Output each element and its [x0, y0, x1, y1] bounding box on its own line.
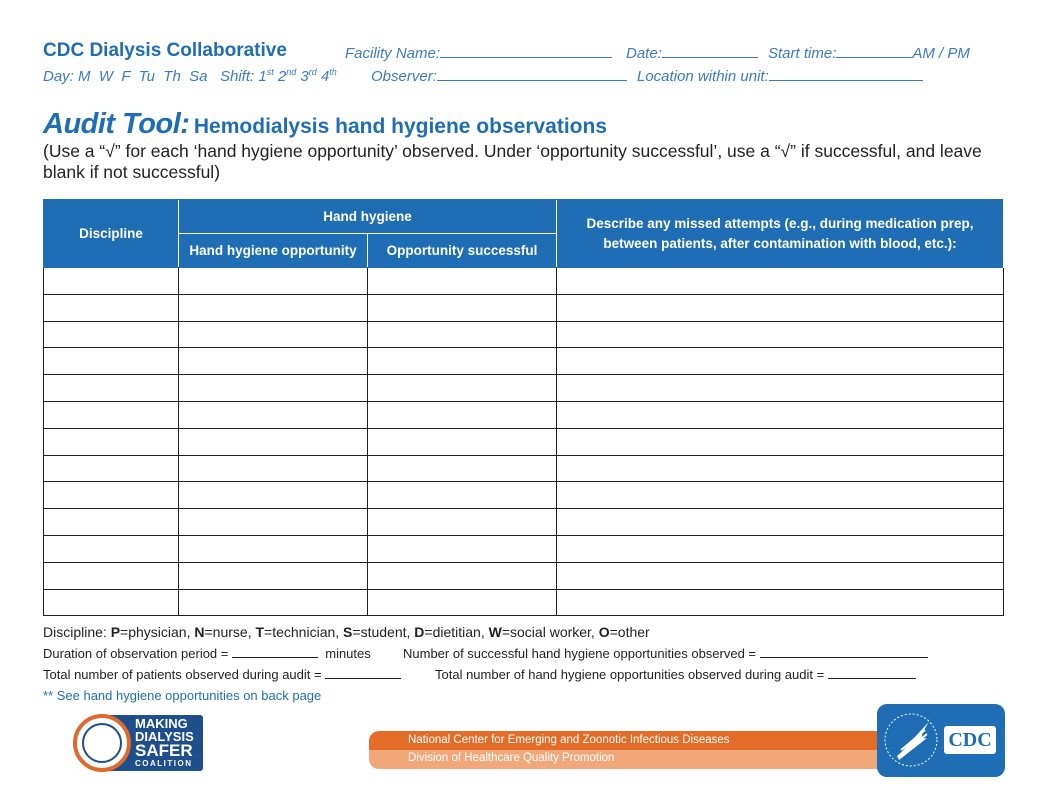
successful-cell[interactable] [368, 509, 557, 536]
brand-title: CDC Dialysis Collaborative [43, 40, 287, 61]
missed-attempts-cell[interactable] [557, 589, 1004, 616]
missed-attempts-cell[interactable] [557, 268, 1004, 295]
header-successful: Opportunity successful [368, 234, 557, 268]
successful-cell[interactable] [368, 482, 557, 509]
observation-table [43, 199, 1004, 616]
successful-cell[interactable] [368, 321, 557, 348]
discipline-cell[interactable] [44, 562, 179, 589]
cdc-wordmark: CDC [944, 726, 996, 754]
opportunity-cell[interactable] [179, 321, 368, 348]
header-opportunity: Hand hygiene opportunity [179, 234, 368, 268]
missed-attempts-cell[interactable] [557, 562, 1004, 589]
discipline-cell[interactable] [44, 428, 179, 455]
mds-text-coalition: COALITION [135, 759, 193, 768]
hhs-eagle-icon [877, 704, 941, 777]
mds-ring-icon [73, 714, 131, 772]
minutes-label: minutes [325, 646, 371, 661]
day-shift-line [43, 67, 337, 85]
shift-4[interactable]: 4th [320, 67, 337, 85]
opportunity-cell[interactable] [179, 268, 368, 295]
missed-attempts-cell[interactable] [557, 401, 1004, 428]
missed-attempts-cell[interactable] [557, 482, 1004, 509]
successful-cell[interactable] [368, 535, 557, 562]
making-dialysis-safer-logo [73, 714, 203, 772]
shift-label: Shift: [220, 68, 255, 85]
opportunity-cell[interactable] [179, 482, 368, 509]
opportunity-cell[interactable] [179, 589, 368, 616]
opportunity-cell[interactable] [179, 509, 368, 536]
patients-count-label: Total number of patients observed during audit = [43, 667, 322, 682]
table-row [44, 321, 1004, 348]
missed-attempts-cell[interactable] [557, 348, 1004, 375]
start-time-field[interactable] [768, 44, 970, 62]
observer-label: Observer: [371, 68, 437, 85]
table-row [44, 428, 1004, 455]
footer-bar [369, 731, 887, 769]
table-row [44, 401, 1004, 428]
opportunity-cell[interactable] [179, 562, 368, 589]
legend-meaning: =nurse, [204, 624, 256, 640]
table-row [44, 562, 1004, 589]
legend-code: D [414, 624, 425, 640]
header-hand-hygiene: Hand hygiene [179, 200, 557, 234]
start-time-label: Start time: [768, 45, 837, 62]
legend-meaning: =dietitian, [424, 624, 489, 640]
opportunity-cell[interactable] [179, 401, 368, 428]
legend-meaning: =student, [352, 624, 415, 640]
discipline-cell[interactable] [44, 509, 179, 536]
location-label: Location within unit: [637, 68, 769, 85]
successful-cell[interactable] [368, 589, 557, 616]
patients-count-blank[interactable] [325, 667, 401, 679]
opportunity-cell[interactable] [179, 455, 368, 482]
missed-attempts-cell[interactable] [557, 455, 1004, 482]
successful-cell[interactable] [368, 294, 557, 321]
observer-field[interactable] [371, 67, 627, 85]
missed-attempts-cell[interactable] [557, 294, 1004, 321]
missed-attempts-cell[interactable] [557, 321, 1004, 348]
table-row [44, 455, 1004, 482]
table-row [44, 589, 1004, 616]
total-opportunities-blank[interactable] [828, 667, 916, 679]
day-options[interactable]: M W F Tu Th Sa [78, 68, 208, 85]
table-row [44, 509, 1004, 536]
date-blank[interactable] [662, 44, 758, 58]
total-opportunities-label: Total number of hand hygiene opportunities observed during audit = [435, 667, 825, 682]
mds-text-dialysis: DIALYSIS [135, 729, 194, 744]
duration-field[interactable] [43, 646, 371, 661]
legend-code: O [598, 624, 610, 640]
discipline-cell[interactable] [44, 535, 179, 562]
see-back-page-note[interactable]: ** See hand hygiene opportunities on back page [43, 688, 322, 703]
successful-count-label: Number of successful hand hygiene opportunities observed = [403, 646, 757, 661]
missed-attempts-cell[interactable] [557, 375, 1004, 402]
footer-center-name: National Center for Emerging and Zoonotic Infectious Diseases [408, 734, 730, 746]
missed-attempts-cell[interactable] [557, 509, 1004, 536]
opportunity-cell[interactable] [179, 428, 368, 455]
footer-division-name: Division of Healthcare Quality Promotion [408, 752, 615, 764]
mds-text-making: MAKING [135, 716, 188, 731]
missed-attempts-cell[interactable] [557, 428, 1004, 455]
opportunity-cell[interactable] [179, 348, 368, 375]
discipline-cell[interactable] [44, 321, 179, 348]
successful-cell[interactable] [368, 348, 557, 375]
location-blank[interactable] [769, 67, 923, 81]
observer-blank[interactable] [437, 67, 627, 81]
page-title [43, 108, 607, 141]
successful-cell[interactable] [368, 562, 557, 589]
table-row [44, 294, 1004, 321]
day-label: Day: [43, 68, 74, 85]
successful-cell[interactable] [368, 455, 557, 482]
discipline-cell[interactable] [44, 268, 179, 295]
legend-code: S [343, 624, 353, 640]
table-body [44, 268, 1004, 616]
title-subject: Hemodialysis hand hygiene observations [193, 115, 608, 138]
table-row [44, 375, 1004, 402]
legend-code: W [488, 624, 502, 640]
successful-cell[interactable] [368, 428, 557, 455]
legend-meaning: =physician, [120, 624, 195, 640]
legend-meaning: =technician, [264, 624, 344, 640]
duration-blank[interactable] [232, 646, 318, 658]
location-field[interactable] [637, 67, 923, 85]
table-row [44, 348, 1004, 375]
title-audit-tool: Audit Tool: [43, 108, 190, 140]
am-pm-label: AM / PM [912, 45, 970, 62]
successful-count-field[interactable] [403, 646, 928, 661]
legend-meaning: =other [609, 624, 650, 640]
cdc-logo [877, 704, 1005, 777]
date-field[interactable] [626, 44, 758, 62]
discipline-cell[interactable] [44, 401, 179, 428]
duration-label: Duration of observation period = [43, 646, 229, 661]
patients-count-field[interactable] [43, 667, 401, 682]
opportunity-cell[interactable] [179, 294, 368, 321]
successful-count-blank[interactable] [760, 646, 928, 658]
discipline-cell[interactable] [44, 455, 179, 482]
table-row [44, 268, 1004, 295]
date-label: Date: [626, 45, 662, 62]
legend-meaning: =social worker, [501, 624, 599, 640]
discipline-legend [43, 624, 650, 640]
discipline-cell[interactable] [44, 589, 179, 616]
opportunity-cell[interactable] [179, 535, 368, 562]
header-missed-attempts: Describe any missed attempts (e.g., during medication prep, between patients, after contamination with blood, etc.): [557, 200, 1004, 268]
header-discipline: Discipline [44, 200, 179, 268]
legend-code: N [194, 624, 205, 640]
discipline-cell[interactable] [44, 294, 179, 321]
table-row [44, 535, 1004, 562]
legend-items [111, 624, 650, 640]
opportunity-cell[interactable] [179, 375, 368, 402]
instructions-text: (Use a “√” for each ‘hand hygiene opportunity’ observed. Under ‘opportunity successful’, use a “√” if successful, and leave blank if not successful) [43, 141, 982, 182]
legend-prefix: Discipline: [43, 624, 111, 640]
legend-code: T [255, 624, 265, 640]
successful-cell[interactable] [368, 268, 557, 295]
successful-cell[interactable] [368, 375, 557, 402]
missed-attempts-cell[interactable] [557, 535, 1004, 562]
discipline-cell[interactable] [44, 482, 179, 509]
legend-code: P [110, 624, 121, 640]
table-row [44, 482, 1004, 509]
shift-3[interactable]: 3rd [300, 67, 317, 85]
successful-cell[interactable] [368, 401, 557, 428]
shift-2[interactable]: 2nd [277, 67, 297, 85]
discipline-cell[interactable] [44, 375, 179, 402]
total-opportunities-field[interactable] [435, 667, 916, 682]
mds-text-safer: SAFER [135, 741, 193, 760]
facility-name-label: Facility Name: [345, 45, 441, 62]
start-time-blank[interactable] [836, 44, 912, 58]
facility-name-blank[interactable] [440, 44, 612, 58]
discipline-cell[interactable] [44, 348, 179, 375]
facility-name-field[interactable] [345, 44, 612, 62]
shift-1[interactable]: 1st [258, 67, 274, 85]
